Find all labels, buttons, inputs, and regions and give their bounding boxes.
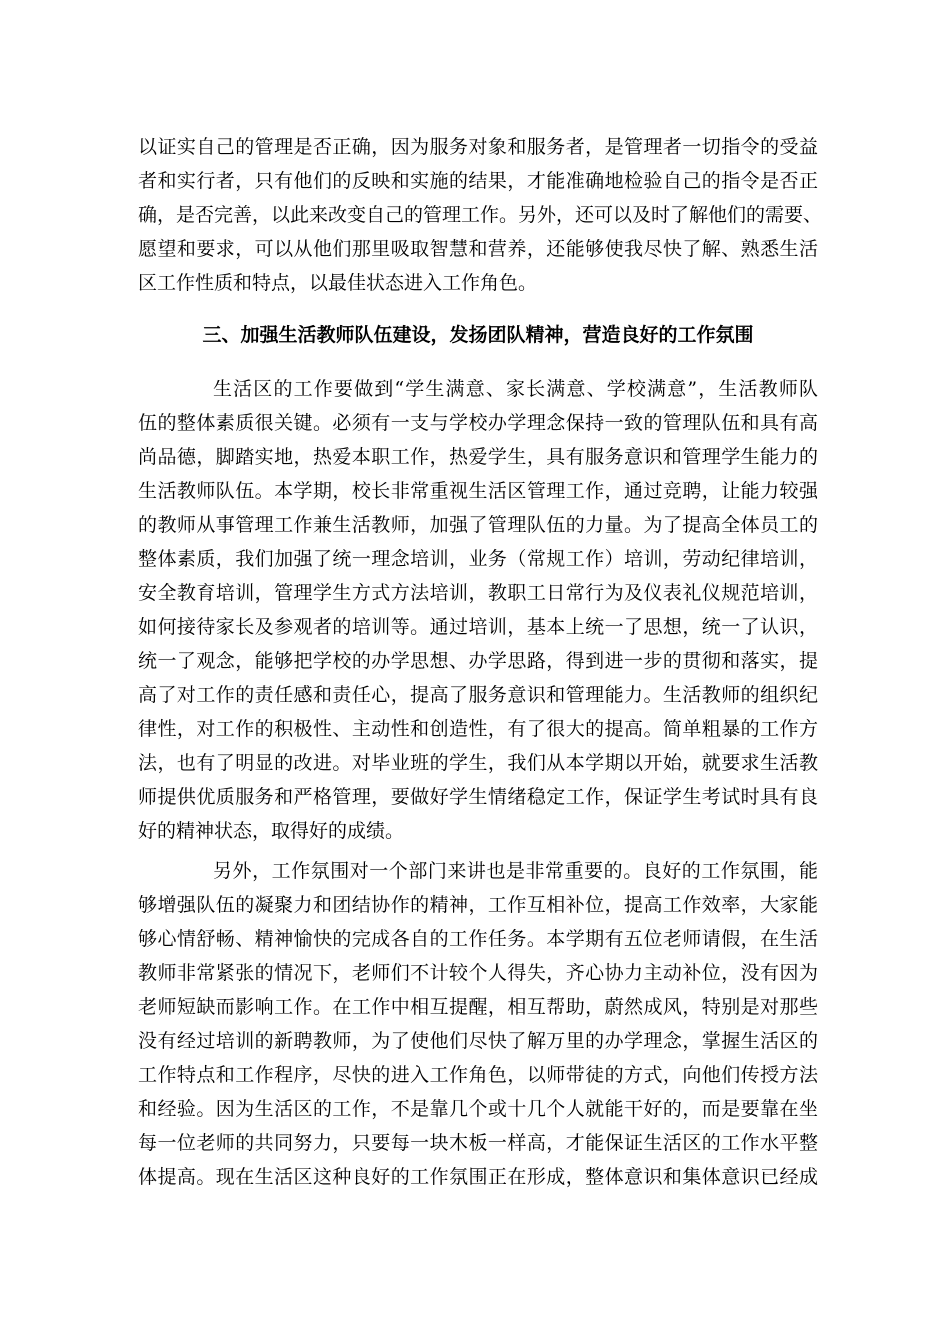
paragraph-3-line-9: 每一位老师的共同努力，只要每一块木板一样高，才能保证生活区的工作水平整 bbox=[138, 1132, 818, 1154]
paragraph-1-line-5: 区工作性质和特点，以最佳状态进入工作角色。 bbox=[138, 272, 538, 294]
paragraph-3-line-10: 体提高。现在生活区这种良好的工作氛围正在形成，整体意识和集体意识已经成 bbox=[138, 1166, 818, 1188]
section-heading: 三、加强生活教师队伍建设，发扬团队精神，营造良好的工作氛围 bbox=[202, 324, 754, 346]
paragraph-2-line-13: 师提供优质服务和严格管理，要做好学生情绪稳定工作，保证学生考试时具有良 bbox=[138, 786, 818, 808]
paragraph-3-line-4: 教师非常紧张的情况下，老师们不计较个人得失，齐心协力主动补位，没有因为 bbox=[138, 962, 818, 984]
paragraph-3-line-6: 没有经过培训的新聘教师，为了使他们尽快了解万里的办学理念，掌握生活区的 bbox=[138, 1030, 818, 1052]
paragraph-2-line-1: 生活区的工作要做到“学生满意、家长满意、学校满意”，生活教师队 bbox=[213, 378, 818, 400]
paragraph-2-line-3: 尚品德，脚踏实地，热爱本职工作，热爱学生，具有服务意识和管理学生能力的 bbox=[138, 446, 818, 468]
paragraph-2-line-8: 如何接待家长及参观者的培训等。通过培训，基本上统一了思想，统一了认识， bbox=[138, 616, 818, 638]
paragraph-2-line-11: 律性，对工作的积极性、主动性和创造性，有了很大的提高。简单粗暴的工作方 bbox=[138, 718, 818, 740]
paragraph-2-line-7: 安全教育培训，管理学生方式方法培训，教职工日常行为及仪表礼仪规范培训， bbox=[138, 582, 818, 604]
paragraph-3-line-3: 够心情舒畅、精神愉快的完成各自的工作任务。本学期有五位老师请假，在生活 bbox=[138, 928, 818, 950]
paragraph-2-line-6: 整体素质，我们加强了统一理念培训，业务（常规工作）培训，劳动纪律培训， bbox=[138, 548, 818, 570]
paragraph-3-line-5: 老师短缺而影响工作。在工作中相互提醒，相互帮助，蔚然成风，特别是对那些 bbox=[138, 996, 818, 1018]
paragraph-1-line-1: 以证实自己的管理是否正确，因为服务对象和服务者，是管理者一切指令的受益 bbox=[138, 136, 818, 158]
paragraph-3-line-2: 够增强队伍的凝聚力和团结协作的精神，工作互相补位，提高工作效率，大家能 bbox=[138, 894, 818, 916]
paragraph-3-line-1: 另外，工作氛围对一个部门来讲也是非常重要的。良好的工作氛围，能 bbox=[213, 860, 818, 882]
paragraph-1-line-4: 愿望和要求，可以从他们那里吸取智慧和营养，还能够使我尽快了解、熟悉生活 bbox=[138, 238, 818, 260]
paragraph-3-line-7: 工作特点和工作程序，尽快的进入工作角色，以师带徒的方式，向他们传授方法 bbox=[138, 1064, 818, 1086]
paragraph-2-line-2: 伍的整体素质很关键。必须有一支与学校办学理念保持一致的管理队伍和具有高 bbox=[138, 412, 818, 434]
paragraph-2-line-4: 生活教师队伍。本学期，校长非常重视生活区管理工作，通过竞聘，让能力较强 bbox=[138, 480, 818, 502]
paragraph-2-line-5: 的教师从事管理工作兼生活教师，加强了管理队伍的力量。为了提高全体员工的 bbox=[138, 514, 818, 536]
paragraph-2-line-12: 法，也有了明显的改进。对毕业班的学生，我们从本学期以开始，就要求生活教 bbox=[138, 752, 818, 774]
paragraph-2-line-10: 高了对工作的责任感和责任心，提高了服务意识和管理能力。生活教师的组织纪 bbox=[138, 684, 818, 706]
paragraph-2-line-9: 统一了观念，能够把学校的办学思想、办学思路，得到进一步的贯彻和落实，提 bbox=[138, 650, 818, 672]
paragraph-1-line-3: 确，是否完善，以此来改变自己的管理工作。另外，还可以及时了解他们的需要、 bbox=[138, 204, 823, 226]
paragraph-1-line-2: 者和实行者，只有他们的反映和实施的结果，才能准确地检验自己的指令是否正 bbox=[138, 170, 818, 192]
paragraph-2-line-14: 好的精神状态，取得好的成绩。 bbox=[138, 820, 405, 842]
paragraph-3-line-8: 和经验。因为生活区的工作，不是靠几个或十几个人就能干好的，而是要靠在坐 bbox=[138, 1098, 818, 1120]
